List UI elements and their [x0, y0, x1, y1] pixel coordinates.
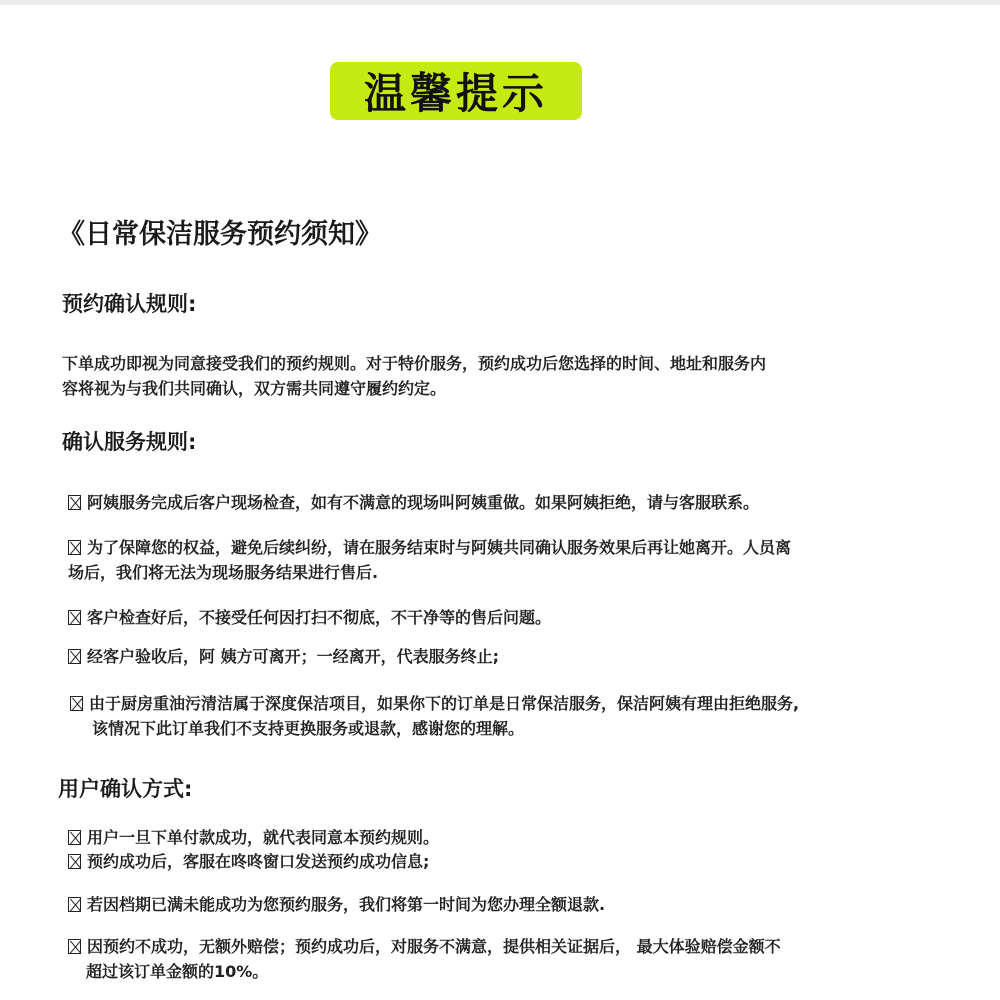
rule-text: 客户检查好后，不接受任何因打扫不彻底，不干净等的售后问题。 [87, 608, 552, 627]
service-rule-item [68, 605, 551, 630]
service-rules-heading: 确认服务规则: [62, 430, 197, 454]
checkbox-x-icon [68, 939, 81, 954]
top-divider [0, 0, 1000, 5]
checkbox-x-icon [68, 830, 81, 845]
checkbox-x-icon [68, 854, 81, 869]
service-rule-item [68, 490, 759, 515]
rule-text: 为了保障您的权益，避免后续纠纷，请在服务结束时与阿姨共同确认服务效果后再让她离开。人员离 [87, 538, 792, 557]
user-confirm-item [68, 825, 439, 850]
user-confirm-item [68, 934, 781, 984]
confirm-text: 因预约不成功，无额外赔偿；预约成功后，对服务不满意，提供相关证据后， 最大体验赔偿金额不 [87, 937, 781, 956]
confirm-text: 超过该订单金额的10%。 [86, 962, 269, 981]
checkbox-x-icon [68, 610, 81, 625]
confirm-text: 预约成功后，客服在咚咚窗口发送预约成功信息; [87, 852, 430, 871]
checkbox-x-icon [68, 495, 81, 510]
notice-badge: 温馨提示 [330, 62, 582, 120]
document-title: 《日常保洁服务预约须知》 [58, 219, 382, 250]
checkbox-x-icon [68, 897, 81, 912]
confirm-text: 用户一旦下单付款成功，就代表同意本预约规则。 [87, 828, 440, 847]
text-line: 下单成功即视为同意接受我们的预约规则。对于特价服务，预约成功后您选择的时间、地址和服务内 [62, 354, 767, 373]
service-rule-item [70, 691, 799, 741]
text-line: 容将视为与我们共同确认，双方需共同遵守履约约定。 [62, 379, 447, 398]
rule-text: 经客户验收后，阿 姨方可离开；一经离开，代表服务终止; [87, 647, 499, 666]
booking-rules-text [62, 351, 766, 401]
checkbox-x-icon [68, 540, 81, 555]
service-rule-item [68, 535, 791, 585]
user-confirm-item [68, 849, 429, 874]
user-confirm-item [68, 892, 605, 917]
confirm-text: 若因档期已满未能成功为您预约服务，我们将第一时间为您办理全额退款. [87, 895, 606, 914]
rule-text: 阿姨服务完成后客户现场检查，如有不满意的现场叫阿姨重做。如果阿姨拒绝，请与客服联系。 [87, 493, 760, 512]
user-confirm-heading: 用户确认方式: [58, 777, 193, 801]
checkbox-x-icon [70, 696, 83, 711]
rule-text: 场后，我们将无法为现场服务结果进行售后. [68, 563, 379, 582]
checkbox-x-icon [68, 649, 81, 664]
booking-rules-heading: 预约确认规则: [62, 292, 197, 316]
rule-text: 该情况下此订单我们不支持更换服务或退款，感谢您的理解。 [92, 719, 525, 738]
rule-text: 由于厨房重油污清洁属于深度保洁项目，如果你下的订单是日常保洁服务，保洁阿姨有理由拒绝服务, [89, 694, 800, 713]
service-rule-item [68, 644, 499, 669]
